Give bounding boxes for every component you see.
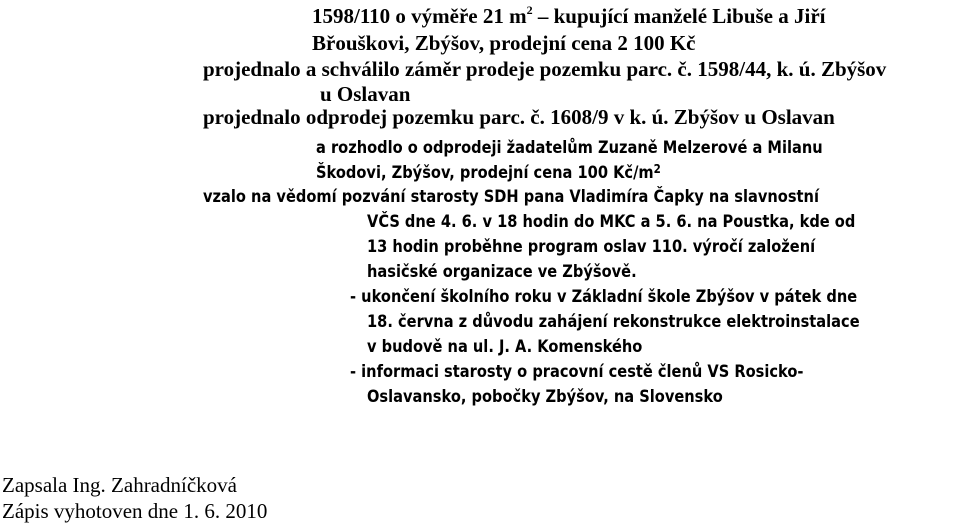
noted-line-3: 13 hodin proběhne program oslav 110. výročí založení — [367, 237, 816, 257]
resolution-1-line-3: projednalo a schválilo záměr prodeje pozemku parc. č. 1598/44, k. ú. Zbýšov — [203, 57, 887, 81]
noted-line-6: 18. června z důvodu zahájení rekonstrukce elektroinstalace — [367, 312, 860, 332]
noted-line-4: hasičské organizace ve Zbýšově. — [367, 262, 637, 282]
noted-line-5: - ukončení školního roku v Základní škole Zbýšov v pátek dne — [350, 287, 858, 307]
noted-line-7: v budově na ul. J. A. Komenského — [367, 337, 643, 357]
superscript-2: 2 — [653, 162, 661, 176]
resolution-2-line-3-text: Škodovi, Zbýšov, prodejní cena 100 Kč/m — [316, 163, 654, 183]
resolution-2-line-1: projednalo odprodej pozemku parc. č. 1608/9 v k. ú. Zbýšov u Oslavan — [203, 105, 835, 129]
resolution-1-line-2: Břouškovi, Zbýšov, prodejní cena 2 100 Kč — [312, 31, 696, 55]
resolution-1-line-1 — [312, 3, 826, 28]
resolution-2-line-2: a rozhodlo o odprodeji žadatelům Zuzaně Melzerové a Milanu — [316, 138, 823, 158]
footer-recorded-by: Zapsala Ing. Zahradníčková — [2, 473, 237, 497]
footer-created-on: Zápis vyhotoven dne 1. 6. 2010 — [2, 499, 268, 523]
resolution-1-line-1-text: 1598/110 o výměře 21 m — [312, 4, 527, 28]
noted-line-2: VČS dne 4. 6. v 18 hodin do MKC a 5. 6. na Poustka, kde od — [367, 212, 856, 232]
noted-line-9: Oslavansko, pobočky Zbýšov, na Slovensko — [367, 387, 723, 407]
noted-line-8: - informaci starosty o pracovní cestě členů VS Rosicko- — [350, 362, 804, 382]
noted-line-1: vzalo na vědomí pozvání starosty SDH pana Vladimíra Čapky na slavnostní — [203, 187, 819, 207]
superscript-2: 2 — [526, 3, 533, 17]
resolution-2-line-3 — [316, 162, 661, 183]
resolution-1-line-1-tail: – kupující manželé Libuše a Jiří — [532, 4, 826, 28]
resolution-1-line-4: u Oslavan — [320, 82, 411, 106]
